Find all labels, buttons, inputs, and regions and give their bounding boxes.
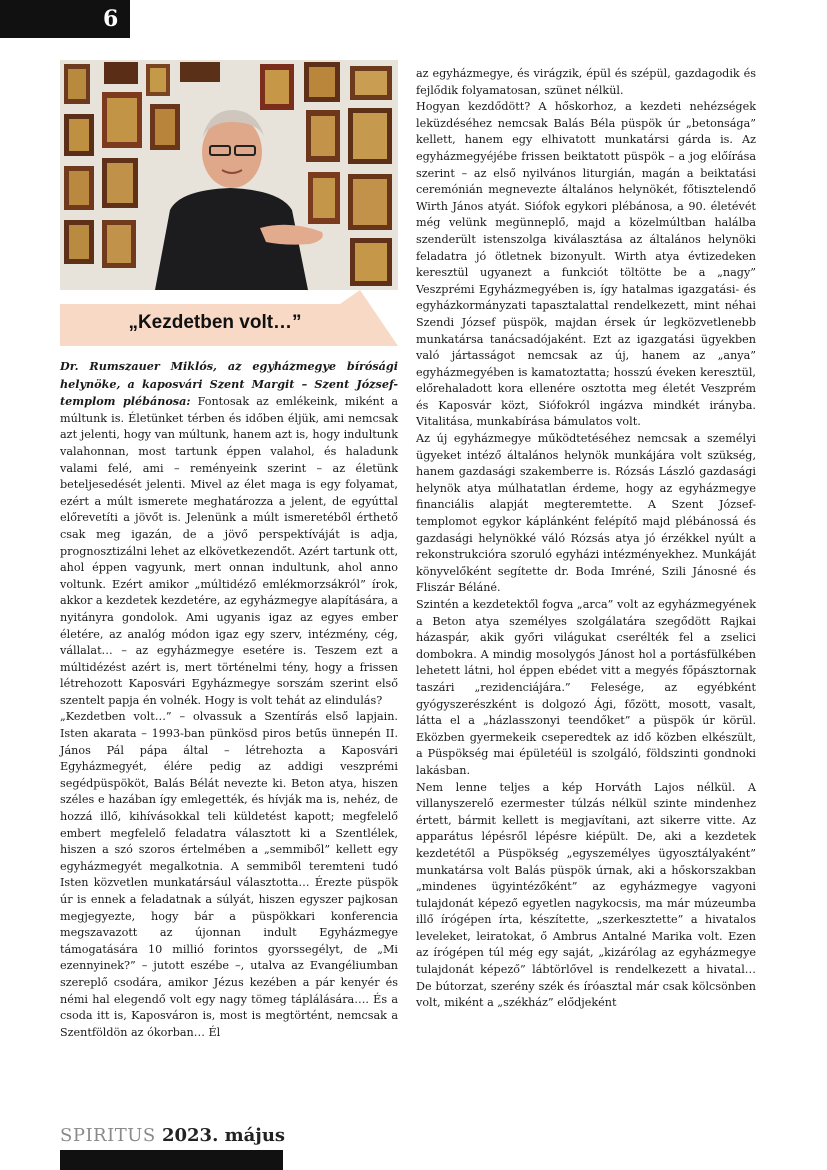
article-headline: „Kezdetben volt…” <box>128 312 302 333</box>
body-paragraph: Az új egyházmegye működtetéséhez nemcsak a személyi ügyeket intéző általános helynök munkájára volt szükség, hanem gazdasági szakemberre is. Rózsás László gazdasági helynök atya múlhatatlan érdeme, hogy az egyházmegye financiális alapját megteremtette. A Szent József-templomot egykor káplánként felépítő majd plébánossá és gazdasági helynökké váló Rózsás atya jó érzékkel nyúlt a rekonstrukcióra szoruló egyházi intézményekhez. Munkáját könyvelőként segítette dr. Boda Imréné, Szili Jánosné és Fliszár Béláné. <box>416 432 756 595</box>
lead-paragraph <box>60 358 398 709</box>
body-paragraph: Szintén a kezdetektől fogva „arca” volt az egyházmegyének a Beton atya személyes szolgálatára szegődött Rajkai házaspár, akik győri világukat cserélték fel a zselici dombokra. A mindig mosolygós Jánost hol a portásfülkében lehetett látni, hol éppen ebédet vitt a megyés főpásztornak taszári „rezidenciájára.” Felesége, az egyébként gyógyszerészként is dolgozó Ági, főzött, mosott, vasalt, látta el a „házlasszonyi teendőket” a püspök úr körül. Eközben gyermekeik cseperedtek az idő közben elkészült, a Püspökség mai épületéül is szolgáló, földszinti gondnoki lakásban. <box>416 598 756 777</box>
footer-masthead <box>60 1125 285 1146</box>
body-paragraph: „Kezdetben volt…” – olvassuk a Szentírás első lapjain. Isten akarata – 1993-ban pünkösd piros betűs ünnepén II. János Pál pápa által – létrehozta a Kaposvári Egyházmegyét, élére pedig az addigi veszprémi segédpüspököt, Balás Bélát nevezte ki. Beton atya, hiszen széles e hazában így emlegették, és hívják ma is, nehéz, de hozzá illő, kihívásokkal teli küldetést kapott; megfelelő embert megfelelő feladatra választott ki a Szentlélek, hiszen a szó szoros értelmében a „semmiből” kellett egy egyházmegyét megalkotnia. A semmiből teremteni tudó Isten közvetlen munkatársául választotta… Érezte püspök úr is ennek a feladatnak a súlyát, hiszen egyszer pajkosan megjegyezte, hogy bár a püspökkari konferencia megszavazott az újonnan indult Egyházmegye támogatására 10 millió forintos gyorssegélyt, de „Mi ezennyinek?” – jutott eszébe –, utalva az Evangéliumban szereplő csodára, amikor Jézus kezében a pár kenyér és némi hal elegendő volt egy nagy tömeg táplálására…. És a csoda itt is, Kaposváron is, most is megtörtént, nemcsak a Szentföldön az ókorban… Él <box>60 710 398 1039</box>
headline-band <box>60 290 398 348</box>
magazine-name: SPIRITUS <box>60 1125 156 1146</box>
right-column <box>416 66 756 1012</box>
page-number: 6 <box>103 6 119 32</box>
body-paragraph: Hogyan kezdődött? A hőskorhoz, a kezdeti nehézségek leküzdéséhez nemcsak Balás Béla püspök úr „betonsága” kellett, hanem egy elhivatott munkatársi gárda is. Az egyházmegyéjébe frissen beiktatott püspök – a jog előírása szerint – az első nyilvános liturgián, magán a beiktatási ceremónián megnevezte általános helynökét, főtisztelendő Wirth János atyát. Siófok egykori plébánosa, a 90. életévét még velünk megünneplő, majd a közelmúltban halálba szenderült istenszolga kiválasztása az általános helynöki feladatra jó ötletnek bizonyult. Wirth atya évtizedeken keresztül ugyanezt a funkciót töltötte be a „nagy” Veszprémi Egyházmegyében is, így hatalmas igazgatási- és egyházkormányzati tapasztalattal rendelkezett, mint néhai Szendi József püspök, majdan érsek úr legközvetlenebb munkatársa tanácsadójaként. Ezt az igazgatási ügyekben való jártasságot nemcsak az új, hanem az „anya” egyházmegyében is kamatoztatta; hosszú éveken keresztül, előrehaladott kora ellenére osztotta meg életét Veszprém és Kaposvár közt, Siófokról ingázva mindkét irányba. Vitalitása, munkabírása bámulatos volt. <box>416 100 756 429</box>
left-column <box>60 358 398 1041</box>
footer-bar <box>60 1150 283 1170</box>
body-paragraph: az egyházmegye, és virágzik, épül és szépül, gazdagodik és fejlődik folyamatosan, szünet nélkül. <box>416 67 756 97</box>
body-paragraph: Nem lenne teljes a kép Horváth Lajos nélkül. A villanyszerelő ezermester túlzás nélkül szinte mindenhez értett, bármit kellett is megjavítani, azt sikerre vitte. Az apparátus lépésről lépésre kiépült. De, aki a kezdetek kezdetétől a Püspökség „egyszemélyes ügyosztályaként” munkatársa volt Balás püspök úrnak, aki a hőskorszakban „mindenes ügyintézőként” az egyházmegye vagyoni tulajdonát képező egyetlen nagykocsis, ma már múzeumba illő írógépen írta, készítette, „szerkesztette” a hivatalos leveleket, leiratokat, ő Ambrus Antalné Marika volt. Ezen az írógépen túl még egy saját, „kizárólag az egyházmegye tulajdonát képező” lábtörlővel is rendelkezett a hivatal… De bútorzat, szerény szék és íróasztal már csak kölcsönben volt, miként a „székház” elődjeként <box>416 780 756 1010</box>
lead-author: Dr. Rumszauer Miklós, az egyházmegye bírósági helynöke, a kaposvári Szent Margit – Szent József-templom plébánosa: <box>60 359 398 409</box>
page-number-tab <box>0 0 130 38</box>
issue-date: 2023. május <box>161 1125 286 1146</box>
article-photo <box>60 60 398 290</box>
lead-text: Fontosak az emlékeink, miként a múltunk is. Életünket térben és időben éljük, ami nemcsak azt jelenti, hogy van múltunk, hanem azt is, hogy indultunk valahonnan, most tartunk éppen valahol, és haladunk valami felé, ami – reményeink szerint – az életünk beteljesedését jelenti. Mivel az élet maga is egy folyamat, ezért a múlt ismerete meghatározza a jelent, de egyúttal előrevetíti a jövőt is. Jelenünk a múlt ismeretéből érthető csak meg igazán, de a jövő perspektíváját is adja, prognosztizálni lehet az elkövetkezendőt. Azért tartunk ott, ahol éppen vagyunk, mert onnan indultunk, ahol anno voltunk. Ezért amikor „múltidéző emlékmorzsákról” írok, akkor a kezdetek kezdetére, az egyházmegye alapítására, a nyitányra gondolok. Ami ugyanis igaz az egyes ember életére, az analóg módon igaz egy szerv, intézmény, cég, vállalat… – az egyházmegye esetére is. Teszem ezt a múltidézést azért is, mert történelmi tény, hogy a frissen létrehozott Kaposvári Egyházmegye sorszám szerint első szentelt papja én volnék. Hogy is volt tehát az elindulás? <box>60 395 398 707</box>
priest-with-icons-photo-icon <box>60 60 398 290</box>
